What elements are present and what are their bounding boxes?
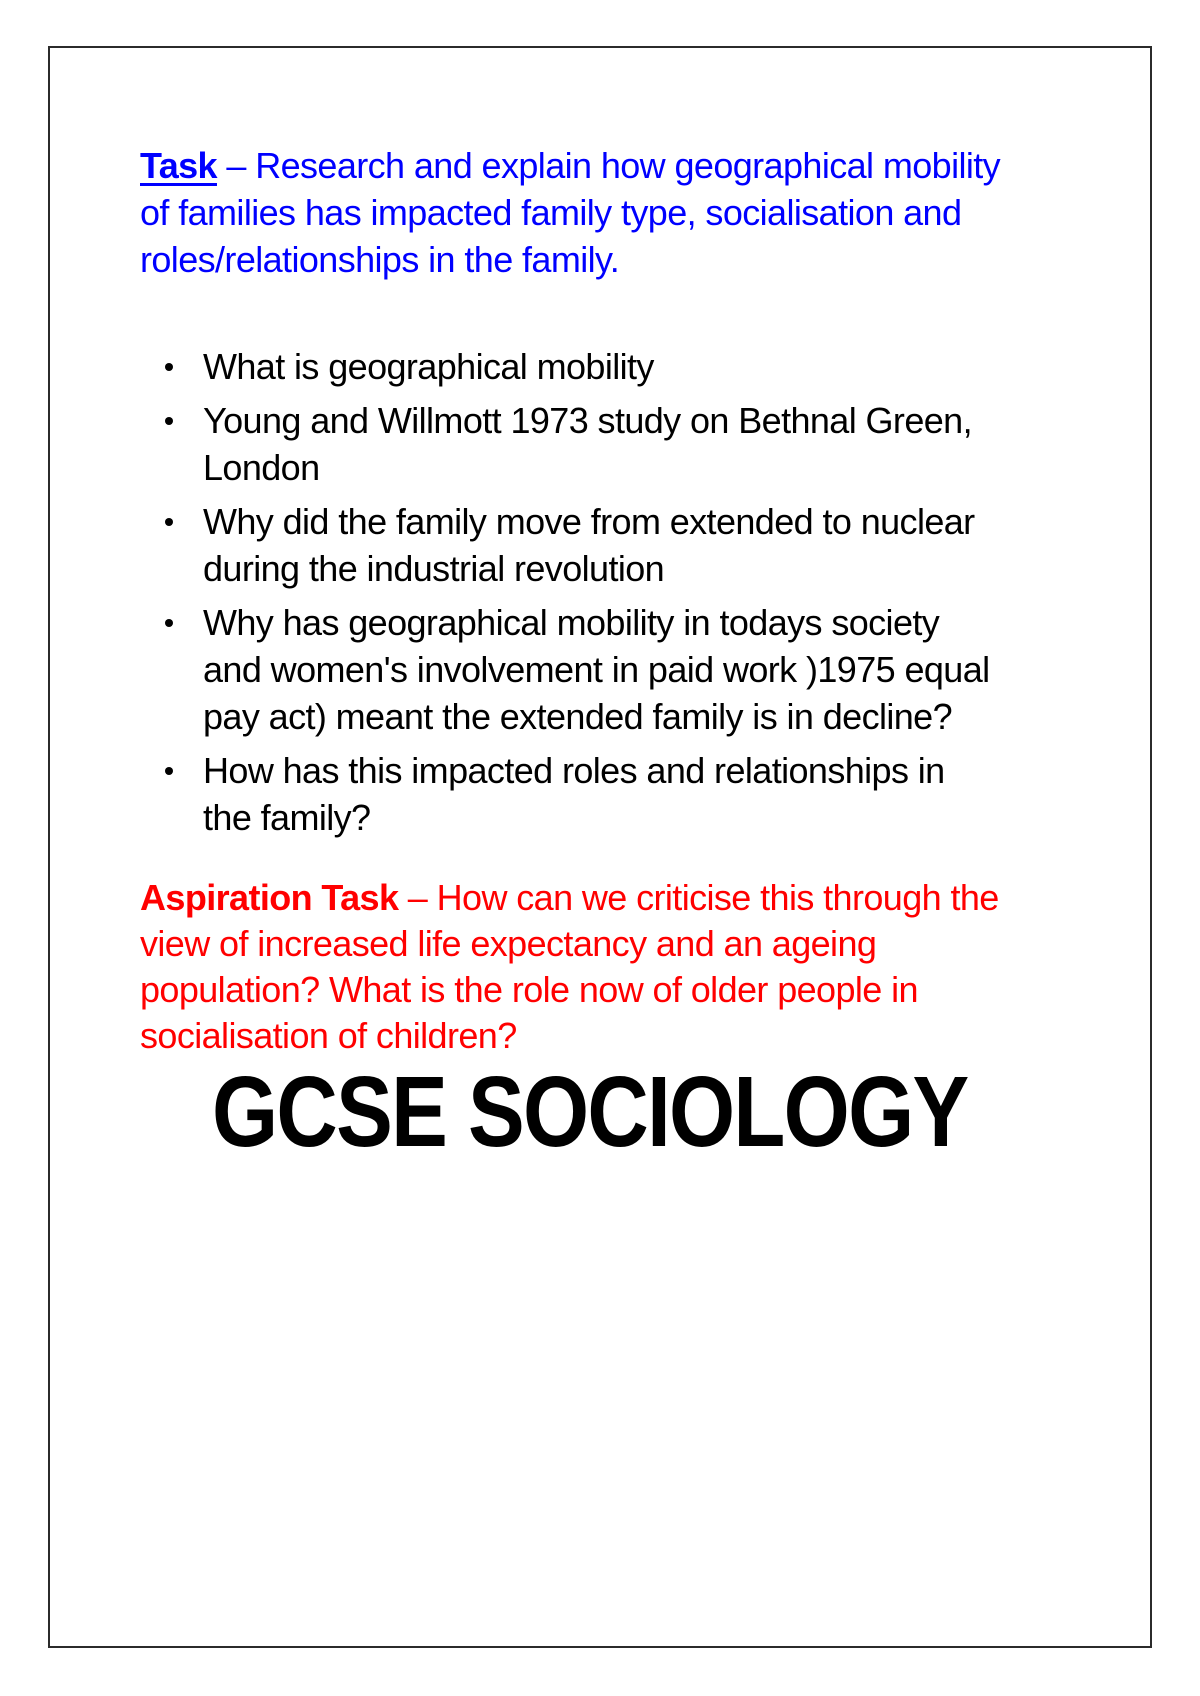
- bullet-dot-icon: [165, 619, 173, 627]
- bullet-dot-icon: [165, 518, 173, 526]
- aspiration-line: population? What is the role now of older people in: [140, 969, 918, 1010]
- bullet-dot-icon: [165, 363, 173, 371]
- list-item: [140, 599, 990, 740]
- bullet-line: London: [203, 447, 320, 488]
- bullet-line: Why did the family move from extended to nuclear: [203, 501, 975, 542]
- bullet-dot-icon: [165, 417, 173, 425]
- task-line: of families has impacted family type, socialisation and: [140, 192, 962, 233]
- bullet-line: and women's involvement in paid work )1975 equal: [203, 649, 990, 690]
- aspiration-line: view of increased life expectancy and an ageing: [140, 923, 877, 964]
- page-border: [48, 46, 1152, 1648]
- page-title: GCSE SOCIOLOGY: [212, 1056, 968, 1168]
- aspiration-line: [140, 875, 999, 921]
- list-item: [140, 498, 990, 592]
- aspiration-label: Aspiration Task: [140, 877, 399, 918]
- bullet-line: pay act) meant the extended family is in decline?: [203, 696, 953, 737]
- list-item: [140, 747, 990, 841]
- bullet-line: Why has geographical mobility in todays society: [203, 602, 940, 643]
- task-label: Task: [140, 145, 217, 186]
- list-item: [140, 343, 990, 390]
- task-line-text: – Research and explain how geographical mobility: [216, 145, 1001, 186]
- bullet-list: [140, 343, 990, 841]
- bullet-line: the family?: [203, 797, 371, 838]
- task-paragraph: [140, 142, 1000, 283]
- task-line: [140, 142, 1000, 189]
- aspiration-line-text: – How can we criticise this through the: [398, 877, 999, 918]
- aspiration-line: socialisation of children?: [140, 1015, 517, 1056]
- aspiration-paragraph: [140, 875, 999, 1059]
- bullet-dot-icon: [165, 767, 173, 775]
- task-line: roles/relationships in the family.: [140, 239, 620, 280]
- bullet-line: Young and Willmott 1973 study on Bethnal Green,: [203, 400, 972, 441]
- list-item: [140, 397, 990, 491]
- bullet-line: How has this impacted roles and relationships in: [203, 750, 945, 791]
- bullet-line: What is geographical mobility: [203, 346, 654, 387]
- bullet-line: during the industrial revolution: [203, 548, 665, 589]
